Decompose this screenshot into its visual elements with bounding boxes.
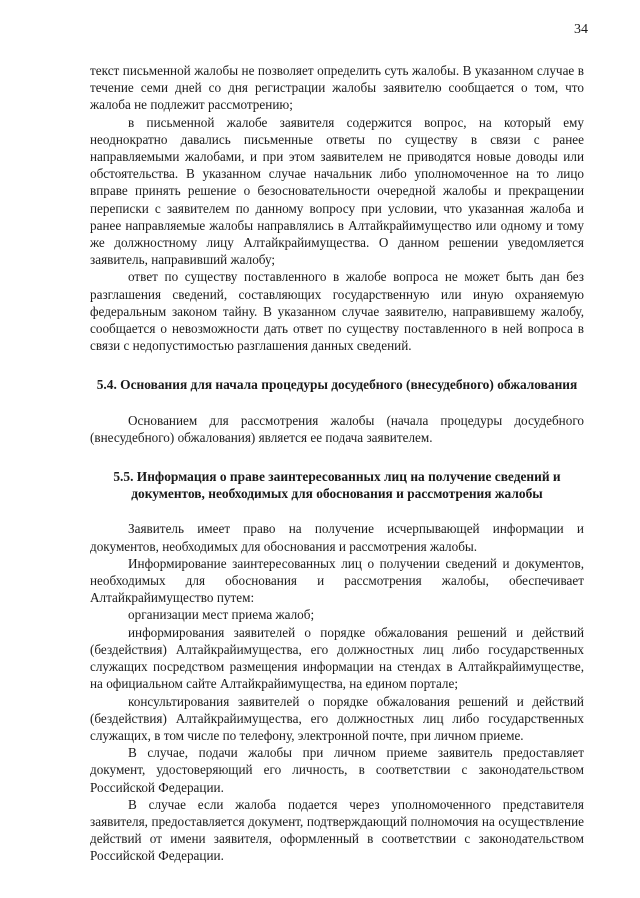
section-5-5-list-item-3: консультирования заявителей о порядке обжалования решений и действий (бездействия) Алтайкрайимущества, его должностных лиц либо государственных служащих, в том числе по телефону, электронной почте, при личном приеме. [90, 693, 584, 743]
paragraph-top-1: текст письменной жалобы не позволяет определить суть жалобы. В указанном случае в течение семи дней со дня регистрации жалобы заявителю сообщается о том, что жалоба не подлежит рассмотрению; [90, 63, 584, 113]
section-5-4-paragraph: Основанием для рассмотрения жалобы (начала процедуры досудебного (внесудебного) обжалования) является ее подача заявителем. [90, 412, 584, 445]
section-5-5-paragraph-6: В случае, подачи жалобы при личном приеме заявитель предоставляет документ, удостоверяющий его личность, в соответствии с законодательством Российской Федерации. [90, 745, 584, 795]
section-5-5-list-item-1: организации мест приема жалоб; [128, 607, 315, 623]
section-5-5-heading: 5.5. Информация о праве заинтересованных лиц на получение сведений и документов, необходимых для обоснования и рассмотрения жалобы [113, 469, 561, 502]
section-5-5-paragraph-2: Информирование заинтересованных лиц о получении сведений и документов, необходимых для обоснования и рассмотрения жалобы, обеспечивает Алтайкрайимущество путем: [90, 555, 584, 606]
section-5-5-paragraph-1: Заявитель имеет право на получение исчерпывающей информации и документов, необходимых для обоснования и рассмотрения жалобы. [90, 521, 584, 554]
section-5-4-heading: 5.4. Основания для начала процедуры досудебного (внесудебного) обжалования [96, 377, 578, 393]
paragraph-top-3: ответ по существу поставленного в жалобе вопроса не может быть дан без разглашения сведений, составляющих государственную или иную охраняемую федеральным законом тайну. В указанном случае заявителю, направившему жалобу, сообщается о невозможности дать ответ по существу поставленного в ней вопроса в связи с недопустимостью разглашения данных сведений. [90, 269, 584, 354]
section-5-5-paragraph-7: В случае если жалоба подается через уполномоченного представителя заявителя, предоставляется документ, подтверждающий полномочия на осуществление действий от имени заявителя, оформленный в соответствии с законодательством Российской Федерации. [90, 796, 584, 864]
page-number: 34 [574, 22, 588, 37]
paragraph-top-2: в письменной жалобе заявителя содержится вопрос, на который ему неоднократно давались письменные ответы по существу в связи с ранее направляемыми жалобами, и при этом заявителем не приводятся новые доводы или обстоятельства. В указанном случае начальник либо уполномоченное на то лицо вправе принять решение о безосновательности очередной жалобы и прекращении переписки с заявителем по данному вопросу при условии, что указанная жалоба и ранее направляемые жалобы направлялись в Алтайкрайимущество или одному и тому же должностному лицу Алтайкрайимущества. О данном решении уведомляется заявитель, направивший жалобу; [90, 114, 584, 268]
section-5-5-list-item-2: информирования заявителей о порядке обжалования решений и действий (бездействия) Алтайкрайимущества, его должностных лиц либо государственных служащих посредством размещения информации на стендах в Алтайкрайимуществе, на официальном сайте Алтайкрайимущества, на едином портале; [90, 624, 584, 692]
